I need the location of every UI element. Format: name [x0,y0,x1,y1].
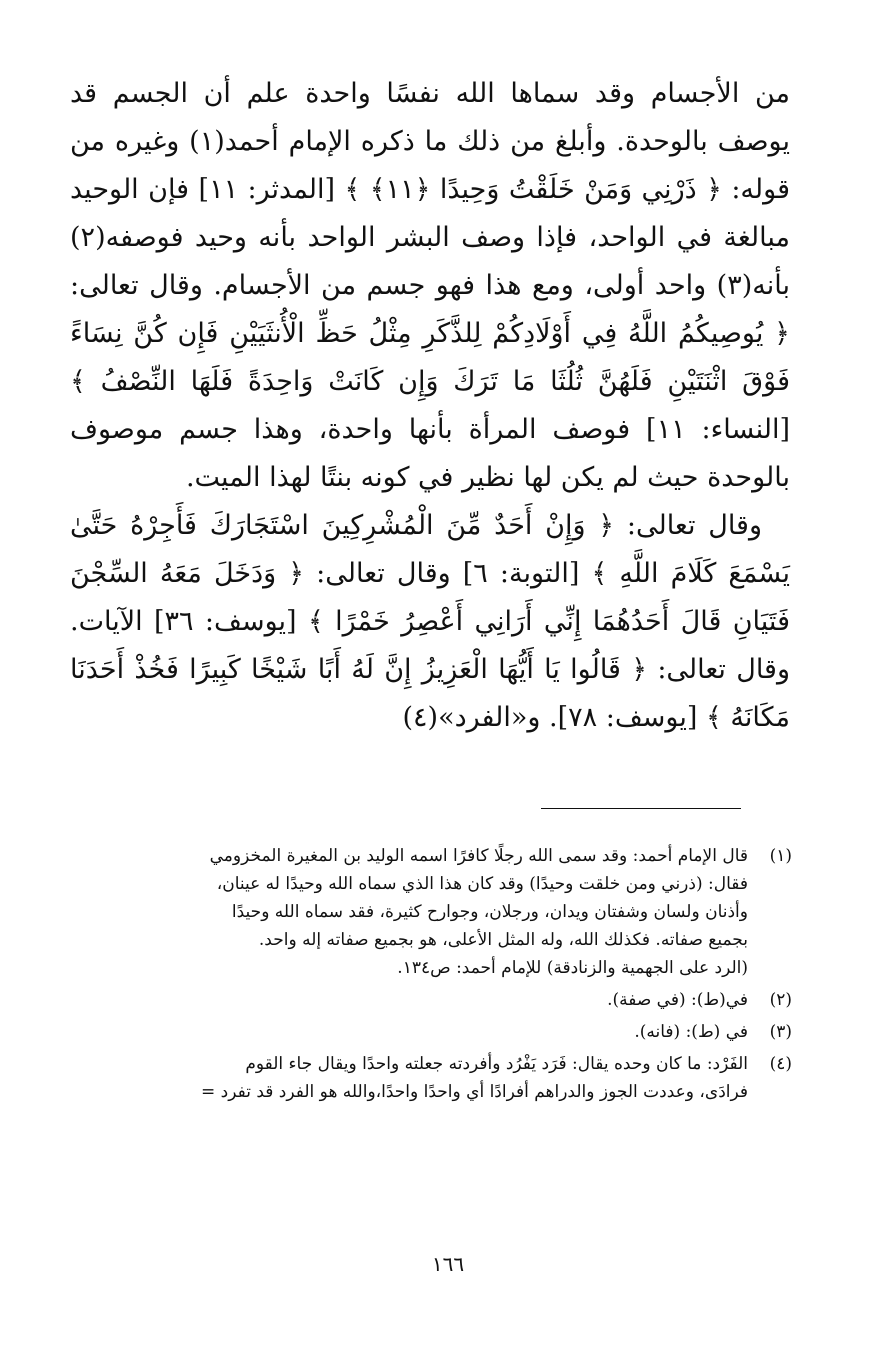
main-text [70,70,790,742]
footnote-text [70,986,748,1014]
footnote-line: فرادَى، وعددت الجوز والدراهم أفرادًا أي واحدًا واحدًا،والله هو الفرد قد تفرد = [201,1082,748,1102]
footnote-line: بجميع صفاته. فكذلك الله، وله المثل الأعلى، هو بجميع صفاته إله واحد. [258,930,748,950]
footnote-number: (١) [769,846,792,866]
footnote-line: (الرد على الجهمية والزنادقة) للإمام أحمد: ص١٣٤. [397,958,748,978]
footnotes [70,842,792,1110]
footnote-3 [70,1018,792,1046]
footnote-4 [70,1050,792,1106]
footnote-text [70,1050,748,1106]
footnote-line: في (ط): (فانه). [634,1022,748,1042]
footnote-1 [70,842,792,982]
footnote-number: (٢) [769,990,792,1010]
footnote-line: فقال: (ذرني ومن خلقت وحيدًا) وقد كان هذا الذي سماه الله وحيدًا له عينان، [216,874,748,894]
footnote-2 [70,986,792,1014]
footnote-line: قال الإمام أحمد: وقد سمى الله رجلًا كافرًا اسمه الوليد بن المغيرة المخزومي [209,846,748,866]
footnote-line: الفَرْد: ما كان وحده يقال: فَرَد يَفْرُد وأفردته جعلته واحدًا ويقال جاء القوم [245,1054,748,1074]
footnote-number: (٤) [769,1054,792,1074]
footnote-number: (٣) [769,1022,792,1042]
footnote-separator [541,808,741,809]
footnote-text [70,842,748,982]
footnote-line: في(ط): (في صفة). [607,990,748,1010]
footnote-text [70,1018,748,1046]
footnote-line: وأذنان ولسان وشفتان ويدان، ورجلان، وجوارح كثيرة، فقد سماه الله وحيدًا [231,902,748,922]
main-paragraph-2: وقال تعالى: ﴿ وَإِنْ أَحَدٌ مِّنَ الْمُشْرِكِينَ اسْتَجَارَكَ فَأَجِرْهُ حَتَّىٰ يَسْمَعَ كَلَامَ اللَّهِ ﴾ [التوبة: ٦] وقال تعالى: ﴿ وَدَخَلَ مَعَهُ السِّجْنَ فَتَيَانِ قَالَ أَحَدُهُمَا إِنِّي أَرَانِي أَعْصِرُ خَمْرًا ﴾ [يوسف: ٣٦] الآيات. وقال تعالى: ﴿ قَالُوا يَا أَيُّهَا الْعَزِيزُ إِنَّ لَهُ أَبًا شَيْخًا كَبِيرًا فَخُذْ أَحَدَنَا مَكَانَهُ ﴾ [يوسف: ٧٨]. و«الفرد»(٤) [70,510,790,733]
page-number: ١٦٦ [431,1252,465,1276]
main-paragraph-1: من الأجسام وقد سماها الله نفسًا واحدة علم أن الجسم قد يوصف بالوحدة. وأبلغ من ذلك ما ذكره الإمام أحمد(١) وغيره من قوله: ﴿ ذَرْنِي وَمَنْ خَلَقْتُ وَحِيدًا ﴿١١﴾ ﴾ [المدثر: ١١] فإن الوحيد مبالغة في الواحد، فإذا وصف البشر الواحد بأنه وحيد فوصفه(٢) بأنه(٣) واحد أولى، ومع هذا فهو جسم من الأجسام. وقال تعالى: ﴿ يُوصِيكُمُ اللَّهُ فِي أَوْلَادِكُمْ لِلذَّكَرِ مِثْلُ حَظِّ الْأُنثَيَيْنِ فَإِن كُنَّ نِسَاءً فَوْقَ اثْنَتَيْنِ فَلَهُنَّ ثُلُثَا مَا تَرَكَ وَإِن كَانَتْ وَاحِدَةً فَلَهَا النِّصْفُ ﴾ [النساء: ١١] فوصف المرأة بأنها واحدة، وهذا جسم موصوف بالوحدة حيث لم يكن لها نظير في كونه بنتًا لهذا الميت. [70,78,790,493]
